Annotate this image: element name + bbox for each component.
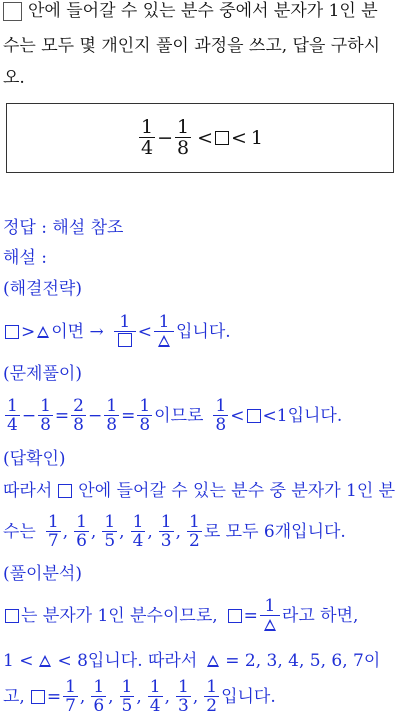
numerator: 1 [76,512,87,532]
answer-label: 정답 : 해설 참조 [3,218,124,238]
equals-sign: = [243,606,258,626]
numerator: 1 [119,312,131,332]
fraction [63,679,78,715]
check-result-text: 로 모두 6개입니다. [203,522,346,542]
blank-square-icon [5,325,19,339]
expression-box [6,103,394,173]
numerator: 1 [206,677,218,697]
analysis-text-2: 라고 하면, [281,606,359,626]
fraction [187,514,202,550]
numerator: 1 [160,512,172,532]
comma: , [119,522,125,542]
numerator: 1 [132,512,144,532]
strategy-header: (해결전략) [3,279,82,299]
numerator: 1 [47,512,59,532]
denominator: 2 [206,696,218,716]
check-text: 안에 들어갈 수 있는 분수 중 분자가 1인 분 [78,481,396,501]
fraction [104,398,119,434]
numerator: 1 [7,396,18,416]
triangle-icon [158,335,170,347]
analysis-end-text: 입니다. [221,687,276,707]
less-than-sign: < [262,406,277,426]
less-than-sign: < [231,127,247,149]
fraction [175,118,191,158]
denominator: 5 [104,531,116,551]
comma: , [108,687,114,707]
denominator [260,615,280,634]
numerator: 1 [140,116,154,138]
check-line-2 [3,510,346,554]
solution-header: (문제풀이) [3,364,82,384]
comma: , [175,522,182,542]
comma: , [79,687,86,707]
answer-blank-box [3,2,22,21]
question-line-3: 오. [3,68,25,88]
denominator: 2 [189,531,200,551]
minus-sign: − [21,406,37,426]
numerator: 1 [104,512,116,532]
equals-sign: = [46,687,62,707]
fraction [114,314,136,350]
numerator: 1 [215,396,227,416]
analysis-ineq-start: 1 < [3,651,34,671]
solution-line [3,394,342,438]
check-line-1 [3,480,395,502]
comma: , [90,522,97,542]
blank-square-icon [215,131,229,145]
blank-square-icon [31,690,45,704]
denominator: 8 [215,415,227,435]
solution-so-text: 이므로 [154,406,204,426]
denominator: 6 [76,531,87,551]
strategy-end-text: 입니다. [176,322,231,342]
denominator [154,331,174,350]
denominator: 8 [106,415,118,435]
blank-square-icon [5,609,19,623]
analysis-values: = 2, 3, 4, 5, 6, 7이 [225,651,381,671]
fraction [38,398,53,434]
numerator: 2 [73,396,84,416]
analysis-line-1 [3,594,358,638]
comma: , [62,522,69,542]
denominator: 4 [140,137,154,159]
check-prefix-2: 수는 [3,522,36,542]
analysis-prefix: 고, [3,687,25,707]
fraction [102,514,117,550]
fraction [5,398,20,434]
triangle-icon [37,326,49,338]
explanation-label: 해설 : [3,248,47,268]
analysis-line-3 [3,675,276,719]
numerator: 1 [176,116,190,138]
fraction [131,514,146,550]
fraction [137,398,152,434]
blank-square-icon [58,484,72,498]
analysis-header: (풀이분석) [3,564,82,584]
denominator: 7 [65,696,76,716]
numerator: 1 [149,677,161,697]
blank-square-icon [228,609,242,623]
less-than-sign: < [230,406,245,426]
numerator: 1 [189,512,200,532]
numerator: 1 [178,677,189,697]
numerator: 1 [93,677,105,697]
equals-sign: = [121,406,136,426]
numerator: 1 [264,596,276,616]
comma: , [147,522,153,542]
denominator: 5 [121,696,133,716]
comma: , [192,687,199,707]
fraction [213,398,228,434]
numerator: 1 [40,396,51,416]
solution-end-text: 1입니다. [276,406,343,426]
equals-sign: = [54,406,70,426]
denominator: 8 [139,415,151,435]
denominator: 8 [40,415,51,435]
denominator: 4 [7,415,18,435]
fraction [139,118,155,158]
question-line-1: 안에 들어갈 수 있는 분수 중에서 분자가 1인 분 [28,1,378,21]
question-line-2: 수는 모두 몇 개인지 풀이 과정을 쓰고, 답을 구하시 [3,36,381,56]
denominator: 3 [160,531,172,551]
check-header: (답확인) [3,449,66,469]
denominator: 4 [149,696,161,716]
fraction [120,679,135,715]
denominator: 8 [176,137,190,159]
analysis-text: 는 분자가 1인 분수이므로, [21,606,218,626]
denominator [114,331,136,350]
rhs-value: 1 [250,127,264,149]
fraction [91,679,106,715]
analysis-ineq-end: < 8입니다. 따라서 [57,651,198,671]
denominator: 7 [47,531,59,551]
fraction [46,514,61,550]
blank-square-icon [118,333,132,347]
denominator: 4 [132,531,144,551]
numerator: 1 [121,677,133,697]
less-than-sign: < [137,322,152,342]
numerator: 1 [158,312,170,332]
numerator: 1 [139,396,151,416]
fraction [154,314,174,350]
numerator: 1 [65,677,76,697]
triangle-icon [39,655,51,667]
minus-sign: − [157,127,173,149]
minus-sign: − [87,406,103,426]
triangle-icon [207,655,219,667]
blank-square-icon [247,409,261,423]
denominator: 6 [93,696,105,716]
less-than-sign: < [197,127,213,149]
fraction [74,514,89,550]
fraction [176,679,191,715]
numerator: 1 [106,396,118,416]
denominator: 3 [178,696,189,716]
comma: , [136,687,142,707]
fraction [159,514,174,550]
check-prefix: 따라서 [3,481,53,501]
strategy-if-text: 이면 → [51,322,104,342]
triangle-icon [264,619,276,631]
fraction [71,398,86,434]
fraction [204,679,219,715]
denominator: 8 [73,415,84,435]
strategy-line [3,312,231,352]
comma: , [164,687,171,707]
fraction [260,598,280,634]
analysis-line-2 [3,650,380,672]
greater-than-sign: > [21,322,36,342]
fraction [148,679,163,715]
